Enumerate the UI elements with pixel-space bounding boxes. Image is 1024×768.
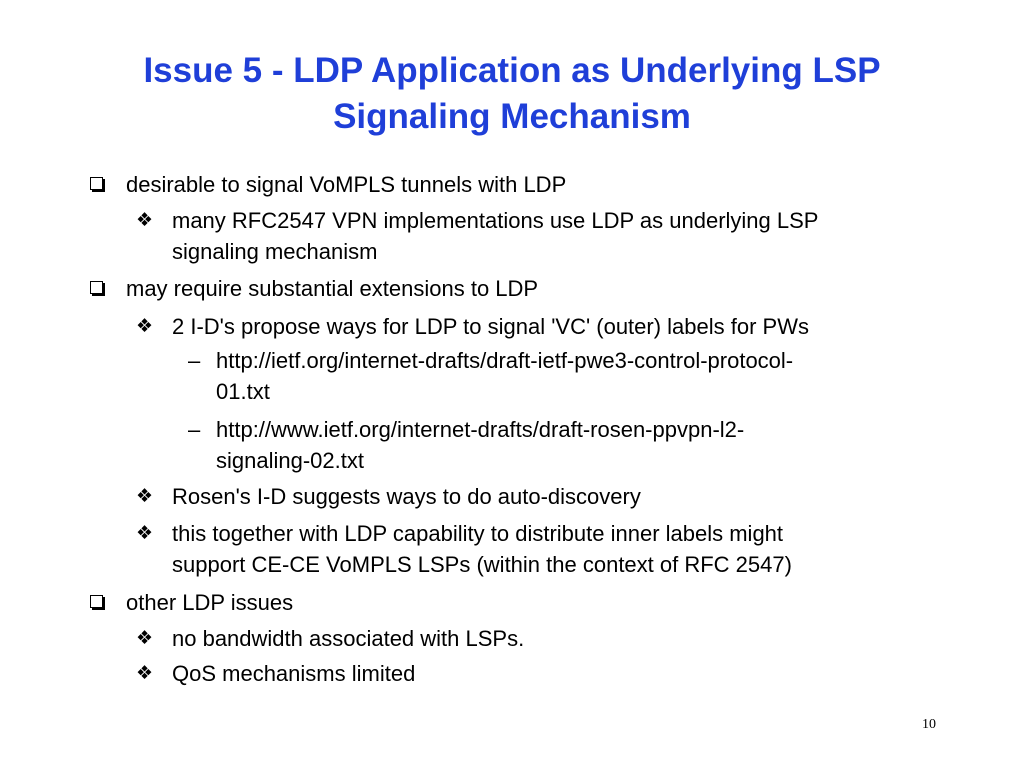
sub-bullet-text: support CE-CE VoMPLS LSPs (within the context of RFC 2547) — [172, 552, 792, 577]
dash-bullet-icon: – — [188, 417, 201, 442]
link-text: http://ietf.org/internet-drafts/draft-ietf-pwe3-control-protocol- — [216, 348, 794, 373]
bullet-item — [126, 273, 996, 304]
sub-bullet-text: this together with LDP capability to distribute inner labels might — [172, 521, 784, 546]
sub-bullet-item — [136, 518, 952, 580]
sub-bullet-item — [136, 205, 952, 267]
diamond-bullet-icon: ❖ — [136, 316, 154, 337]
dash-bullet-icon: – — [188, 348, 201, 373]
link-item — [188, 414, 916, 476]
sub-bullet-text: 2 I-D's propose ways for LDP to signal 'VC' (outer) labels for PWs — [172, 314, 809, 339]
bullet-item — [126, 587, 996, 618]
sub-bullet-item — [136, 658, 952, 689]
page-number: 10 — [922, 717, 936, 732]
link-text: 01.txt — [216, 379, 270, 404]
slide-title-line-1: Issue 5 - LDP Application as Underlying LSP — [143, 51, 881, 90]
diamond-bullet-icon: ❖ — [136, 210, 154, 231]
link-text: signaling-02.txt — [216, 448, 364, 473]
link-text: http://www.ietf.org/internet-drafts/draft-rosen-ppvpn-l2- — [216, 417, 745, 442]
slide-title-line-2: Signaling Mechanism — [333, 97, 691, 136]
checkbox-bullet-icon — [90, 595, 103, 608]
checkbox-bullet-icon — [90, 281, 103, 294]
sub-bullet-text: Rosen's I-D suggests ways to do auto-discovery — [172, 484, 641, 509]
sub-bullet-text: no bandwidth associated with LSPs. — [172, 626, 525, 651]
sub-bullet-text: many RFC2547 VPN implementations use LDP as underlying LSP — [172, 208, 819, 233]
checkbox-bullet-icon — [90, 177, 103, 190]
sub-bullet-text: QoS mechanisms limited — [172, 661, 416, 686]
sub-bullet-item — [136, 311, 952, 342]
diamond-bullet-icon: ❖ — [136, 628, 154, 649]
diamond-bullet-icon: ❖ — [136, 486, 154, 507]
link-item — [188, 345, 916, 407]
bullet-text: desirable to signal VoMPLS tunnels with LDP — [126, 172, 567, 197]
sub-bullet-item — [136, 481, 952, 512]
bullet-item — [126, 169, 996, 200]
diamond-bullet-icon: ❖ — [136, 523, 154, 544]
bullet-text: other LDP issues — [126, 590, 294, 615]
bullet-text: may require substantial extensions to LDP — [126, 276, 539, 301]
sub-bullet-text: signaling mechanism — [172, 239, 378, 264]
diamond-bullet-icon: ❖ — [136, 663, 154, 684]
sub-bullet-item — [136, 623, 952, 654]
